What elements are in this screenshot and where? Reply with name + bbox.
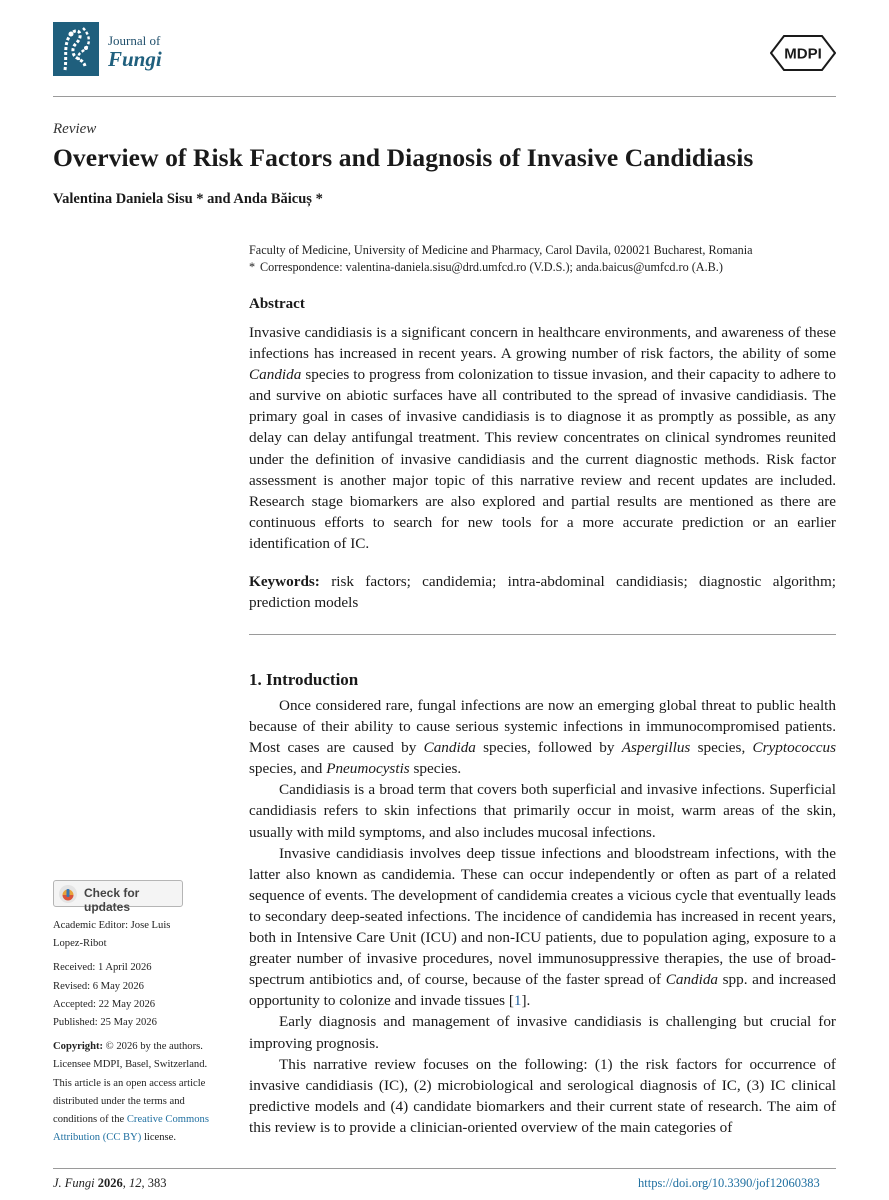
journal-citation: J. Fungi 2026, 12, 383 — [53, 1176, 167, 1190]
doi-link[interactable]: https://doi.org/10.3390/jof12060383 — [638, 1176, 820, 1190]
author-list: Valentina Daniela Sisu * and Anda Băicuș * — [53, 191, 323, 207]
check-updates-icon — [58, 884, 78, 904]
academic-editor: Academic Editor: Jose Luis Lopez-Ribot — [53, 920, 171, 950]
correspondence-star: * — [249, 260, 256, 274]
paragraph: Once considered rare, fungal infections are now an emerging global threat to public health because of their ability to cause serious systemic infections in immunocompromised patients. Most cases are caused by Candida species, followed by Aspergillus species, Cryptococcus species, and Pneumocystis species. — [249, 697, 837, 778]
date-published: Published: 25 May 2026 — [53, 1017, 157, 1029]
check-for-updates-button[interactable] — [53, 880, 183, 914]
introduction-body — [249, 695, 836, 1138]
copyright-notice: Copyright: © 2026 by the authors. Licensee MDPI, Basel, Switzerland. This article is an open access article distributed under the terms and conditions of the Creative Commons Attribution (CC BY) license. — [53, 1041, 209, 1144]
journal-name: Fungi — [108, 47, 162, 71]
paragraph: Early diagnosis and management of invasive candidiasis is challenging but crucial for improving prognosis. — [249, 1013, 836, 1052]
abstract-divider — [249, 634, 836, 635]
keywords-text: risk factors; candidemia; intra-abdominal candidiasis; diagnostic algorithm; prediction models — [249, 573, 836, 612]
abstract-text: Invasive candidiasis is a significant concern in healthcare environments, and awareness of these infections has increased in recent years. A growing number of risk factors, the ability of some Candida species to progress from colonization to tissue invasion, and their capacity to adhere to and survive on abiotic surfaces have all contributed to the spread of invasive candidiasis. The primary goal in cases of invasive candidiasis is to diagnose it as promptly as possible, as any delay can delay antifungal treatment. This review concentrates on clinical syndromes reunited under the definition of invasive candidiasis and the current diagnostic methods. Risk factor assessment is another major topic of this narrative review and recent updates are included. Research stage biomarkers are also explored and partial results are mentioned as there are continuous efforts to search for new tools for a more accurate prediction or an earlier identification of IC. — [249, 324, 836, 552]
affiliation: Faculty of Medicine, University of Medicine and Pharmacy, Carol Davila, 020021 Bucharest, Romania — [249, 243, 753, 257]
correspondence-text: Correspondence: valentina-daniela.sisu@drd.umfcd.ro (V.D.S.); anda.baicus@umfcd.ro (A.B.) — [260, 260, 723, 274]
mdpi-logo-icon — [770, 35, 836, 71]
date-received: Received: 1 April 2026 — [53, 962, 152, 974]
check-for-updates-label: Check for updates — [84, 886, 140, 914]
keywords — [249, 571, 836, 613]
abstract-heading: Abstract — [249, 296, 305, 312]
header-divider — [53, 96, 836, 97]
article-type: Review — [53, 121, 97, 137]
article-title: Overview of Risk Factors and Diagnosis of Invasive Candidiasis — [53, 143, 754, 172]
correspondence — [249, 260, 723, 275]
section-heading-introduction: 1. Introduction — [249, 670, 359, 689]
keywords-label: Keywords: — [249, 573, 320, 590]
fungi-logo-icon — [53, 22, 99, 76]
date-revised: Revised: 6 May 2026 — [53, 980, 144, 992]
footer-divider — [53, 1168, 836, 1169]
license-link[interactable]: Attribution (CC BY) — [53, 1132, 142, 1144]
article-info-sidebar — [53, 917, 233, 1147]
date-accepted: Accepted: 22 May 2026 — [53, 998, 156, 1010]
citation-link[interactable]: 1 — [513, 992, 522, 1010]
paragraph: Invasive candidiasis involves deep tissue infections and bloodstream infections, with the latter also known as candidemia. These can occur independently or often as part of a related sequence of events. The development of candidemia creates a vicious cycle that eventually leads to secondary deep-seated infections. The incidence of candidemia has increased in recent years, both in Intensive Care Unit (ICU) and non-ICU patients, due to population aging, exposure to a greater number of invasive procedures, novel immunosuppressive therapies, the use of broad-spectrum antibiotics and, of course, because of the faster spread of Candida spp. and increased opportunity to colonize and invade tissues [1]. — [249, 844, 836, 1010]
publisher-name: MDPI — [784, 45, 822, 63]
license-link[interactable]: Creative Commons — [126, 1114, 209, 1126]
journal-prefix: Journal of — [108, 33, 161, 48]
paragraph: Candidiasis is a broad term that covers both superficial and invasive infections. Superficial candidiasis refers to skin infections that primarily occur in moist, warm areas of the skin, usually with mild symptoms, and also includes mucosal infections. — [249, 781, 836, 841]
paragraph: This narrative review focuses on the following: (1) the risk factors for occurrence of invasive candidiasis (IC), (2) microbiological and serological diagnosis of IC, (3) IC clinical predictive models and (4) candidate biomarkers and their current state of research. The aim of this review is to provide a clinician-oriented overview of the main categories of — [249, 1055, 836, 1136]
journal-logo — [53, 22, 99, 76]
